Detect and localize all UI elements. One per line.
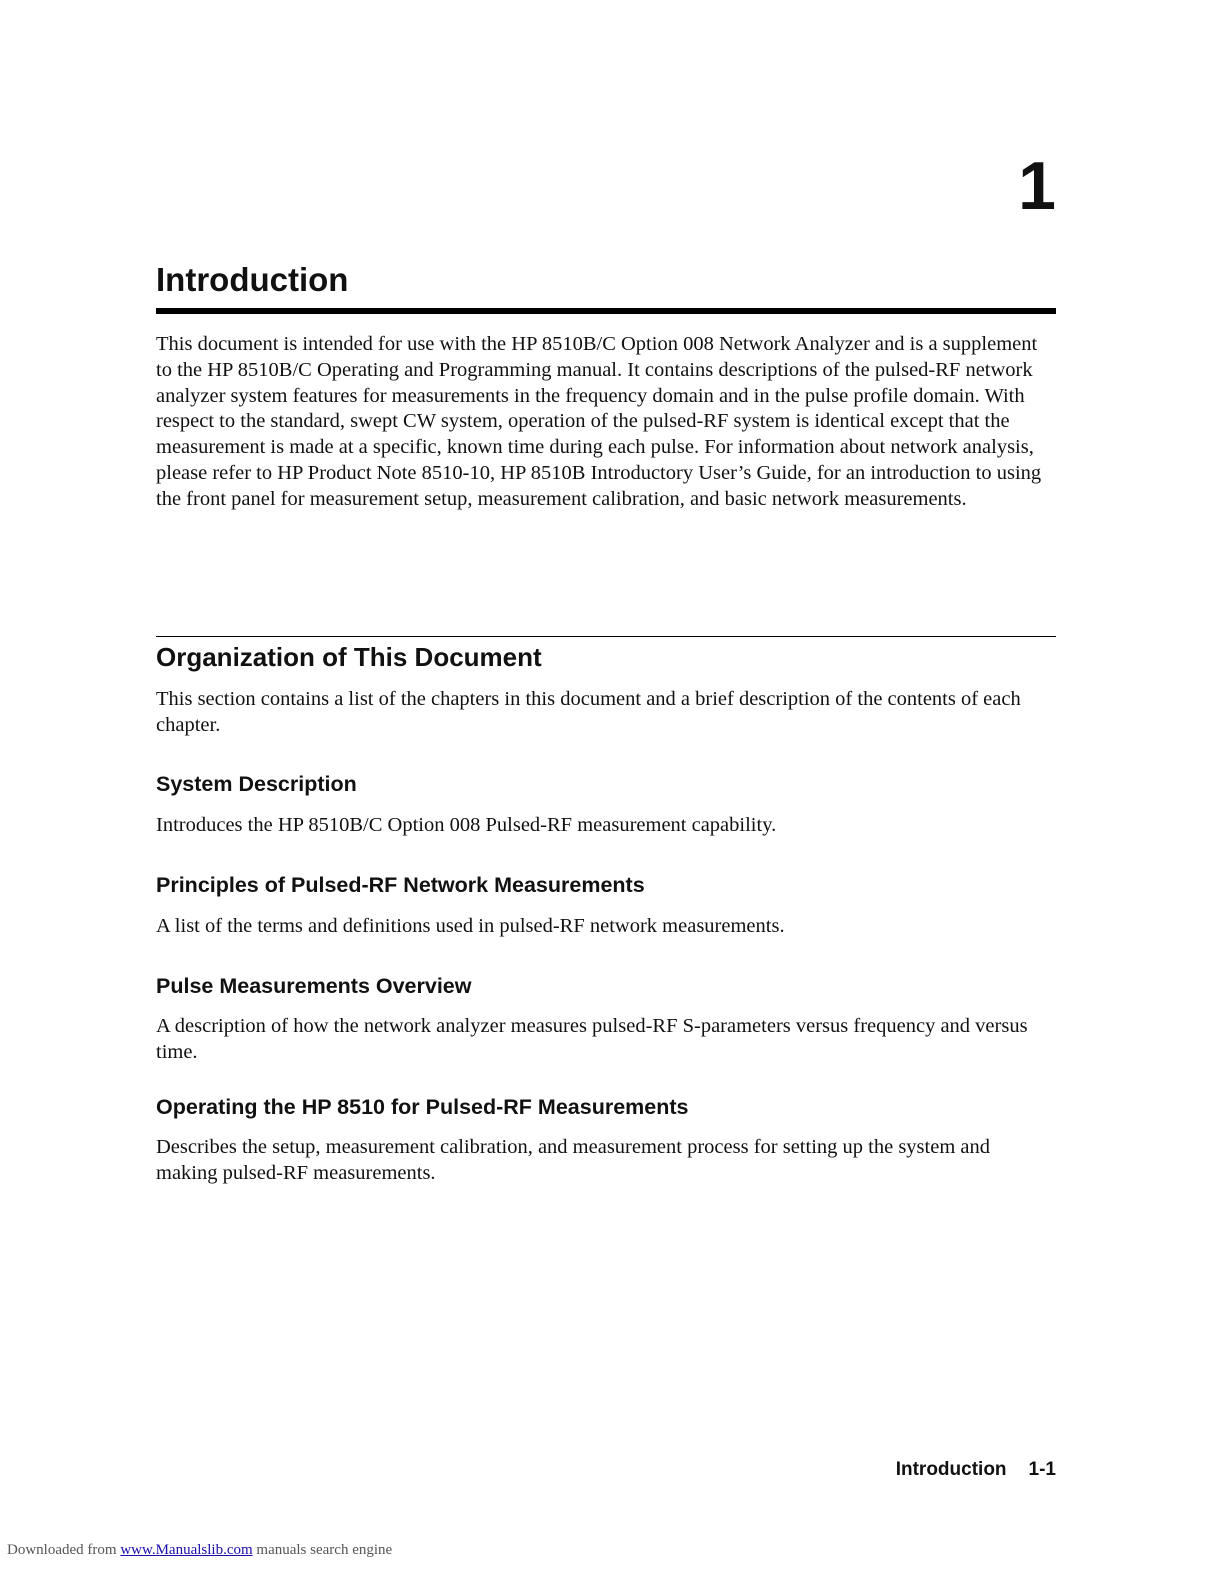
subsection-text-system-description: Introduces the HP 8510B/C Option 008 Pulsed-RF measurement capability. [156,814,777,836]
intro-paragraph: This document is intended for use with the HP 8510B/C Option 008 Network Analyzer and is a supplement to the HP 8510B/C Operating and Programming manual. It contains descriptions of the pulsed-RF network analyzer system features for measurements in the frequency domain and in the pulse profile domain. With respect to the standard, swept CW system, operation of the pulsed-RF system is identical except that the measurement is made at a specific, known time during each pulse. For information about network analysis, please refer to HP Product Note 8510-10, HP 8510B Introductory User’s Guide, for an introduction to using the front panel for measurement setup, measurement calibration, and basic network measurements. [156,333,1042,510]
subsection-heading-system-description: System Description [156,772,357,796]
watermark-link[interactable]: www.Manualslib.com [120,1542,253,1558]
footer-page-number: 1-1 [1028,1459,1056,1480]
subsection-text-pulse-overview: A description of how the network analyzer measures pulsed-RF S-parameters versus frequency and versus time. [156,1015,1028,1063]
section-title-organization: Organization of This Document [156,642,542,672]
subsection-heading-principles: Principles of Pulsed-RF Network Measurements [156,873,645,897]
section-rule [156,636,1056,637]
chapter-title: Introduction [156,261,349,298]
subsection-text-principles: A list of the terms and definitions used in pulsed-RF network measurements. [156,915,785,937]
subsection-text-operating: Describes the setup, measurement calibration, and measurement process for setting up the system and making pulsed-RF measurements. [156,1136,990,1184]
watermark-suffix: manuals search engine [256,1542,393,1558]
chapter-number: 1 [1018,148,1056,224]
organization-paragraph: This section contains a list of the chapters in this document and a brief description of the contents of each chapter. [156,688,1021,736]
footer-section-name: Introduction [895,1459,1007,1480]
chapter-title-rule [156,308,1056,314]
download-watermark [7,1542,392,1559]
subsection-heading-pulse-overview: Pulse Measurements Overview [156,974,472,998]
subsection-heading-operating: Operating the HP 8510 for Pulsed-RF Measurements [156,1095,689,1119]
page-footer [896,1459,1056,1482]
watermark-prefix: Downloaded from [7,1542,117,1558]
